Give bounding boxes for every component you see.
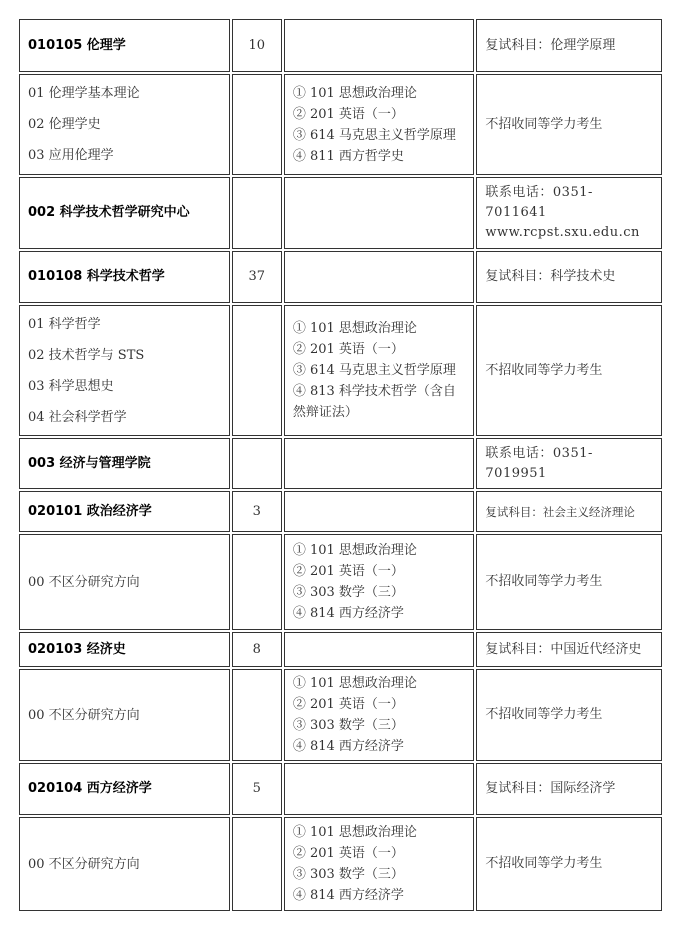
- exam-subject-item: ④ 813 科学技术哲学（含自: [292, 384, 456, 399]
- remarks-cell: 不招收同等学力考生: [476, 669, 662, 761]
- exam-subject-item: ② 201 英语（一）: [292, 564, 404, 579]
- major-name-cell: 020104 西方经济学: [19, 763, 230, 815]
- research-direction-item: 03 科学思想史: [28, 378, 114, 394]
- program-table-body: [19, 19, 662, 911]
- research-direction-item: 02 伦理学史: [28, 117, 101, 132]
- exam-subject-item: ④ 814 西方经济学: [292, 888, 404, 903]
- table-row-dept: [19, 177, 662, 249]
- research-direction-item: 01 伦理学基本理论: [28, 86, 140, 101]
- exam-subject-item: ① 101 思想政治理论: [292, 825, 417, 840]
- contact-info-cell: [476, 438, 662, 489]
- exam-subject-item: ① 101 思想政治理论: [292, 676, 417, 691]
- contact-line: 联系电话：0351-7019951: [485, 445, 593, 481]
- remarks-cell: 不招收同等学力考生: [476, 817, 662, 911]
- table-row-detail: [19, 305, 662, 436]
- retest-subject-cell: 复试科目：社会主义经济理论: [476, 491, 662, 532]
- enrollment-count-cell: [232, 817, 282, 911]
- remarks-cell: 不招收同等学力考生: [476, 534, 662, 630]
- research-direction-item: 00 不区分研究方向: [28, 707, 140, 723]
- exam-subjects-cell: [284, 74, 475, 175]
- exam-subject-item: ④ 811 西方哲学史: [292, 148, 404, 164]
- enrollment-count-cell: 10: [232, 19, 282, 72]
- enrollment-count-cell: 3: [232, 491, 282, 532]
- exam-subject-item: 然辩证法）: [292, 405, 358, 420]
- exam-subject-item: ③ 303 数学（三）: [292, 585, 404, 600]
- enrollment-count-cell: 8: [232, 632, 282, 667]
- exam-subject-item: ① 101 思想政治理论: [292, 85, 417, 101]
- exam-subjects-cell: [284, 669, 475, 761]
- department-name-cell: 002 科学技术哲学研究中心: [19, 177, 230, 249]
- major-name-cell: 020103 经济史: [19, 632, 230, 667]
- research-directions-cell: [19, 534, 230, 630]
- exam-subject-item: ② 201 英语（一）: [292, 342, 404, 357]
- research-directions-cell: [19, 74, 230, 175]
- table-row-major: [19, 19, 662, 72]
- remarks-cell: 不招收同等学力考生: [476, 74, 662, 175]
- exam-subjects-cell: [284, 534, 475, 630]
- exam-subjects-cell: [284, 632, 475, 667]
- enrollment-table-page: [17, 17, 664, 913]
- exam-subjects-cell: [284, 305, 475, 436]
- exam-subject-item: ① 101 思想政治理论: [292, 543, 417, 558]
- research-directions-cell: [19, 669, 230, 761]
- major-name-cell: 010108 科学技术哲学: [19, 251, 230, 303]
- table-row-detail: [19, 817, 662, 911]
- exam-subject-item: ② 201 英语（一）: [292, 697, 404, 712]
- research-direction-item: 02 技术哲学与 STS: [28, 347, 145, 363]
- research-directions-cell: [19, 817, 230, 911]
- research-direction-item: 01 科学哲学: [28, 316, 101, 332]
- exam-subjects-cell: [284, 491, 475, 532]
- contact-info-cell: [476, 177, 662, 249]
- enrollment-count-cell: [232, 74, 282, 175]
- retest-subject-cell: 复试科目：伦理学原理: [476, 19, 662, 72]
- table-row-detail: [19, 534, 662, 630]
- research-direction-item: 04 社会科学哲学: [28, 409, 127, 425]
- enrollment-count-cell: [232, 669, 282, 761]
- enrollment-count-cell: 5: [232, 763, 282, 815]
- retest-subject-cell: 复试科目：科学技术史: [476, 251, 662, 303]
- exam-subjects-cell: [284, 763, 475, 815]
- enrollment-count-cell: [232, 438, 282, 489]
- research-direction-item: 00 不区分研究方向: [28, 856, 140, 872]
- exam-subjects-cell: [284, 438, 475, 489]
- exam-subject-item: ④ 814 西方经济学: [292, 606, 404, 621]
- department-name-cell: 003 经济与管理学院: [19, 438, 230, 489]
- exam-subjects-cell: [284, 177, 475, 249]
- exam-subject-item: ① 101 思想政治理论: [292, 321, 417, 336]
- research-direction-item: 03 应用伦理学: [28, 148, 114, 163]
- table-row-major: [19, 763, 662, 815]
- table-row-major: [19, 632, 662, 667]
- enrollment-count-cell: [232, 534, 282, 630]
- retest-subject-cell: 复试科目：国际经济学: [476, 763, 662, 815]
- research-directions-cell: [19, 305, 230, 436]
- table-row-detail: [19, 669, 662, 761]
- exam-subject-item: ③ 303 数学（三）: [292, 867, 404, 882]
- major-name-cell: 020101 政治经济学: [19, 491, 230, 532]
- exam-subject-item: ② 201 英语（一）: [292, 106, 404, 122]
- program-table: [17, 17, 664, 913]
- contact-line: www.rcpst.sxu.edu.cn: [485, 225, 640, 240]
- retest-subject-cell: 复试科目：中国近代经济史: [476, 632, 662, 667]
- exam-subject-item: ② 201 英语（一）: [292, 846, 404, 861]
- enrollment-count-cell: [232, 305, 282, 436]
- table-row-detail: [19, 74, 662, 175]
- exam-subject-item: ④ 814 西方经济学: [292, 739, 404, 754]
- contact-line: 联系电话：0351-7011641: [485, 185, 593, 220]
- table-row-major: [19, 251, 662, 303]
- research-direction-item: 00 不区分研究方向: [28, 574, 140, 590]
- table-row-major: [19, 491, 662, 532]
- exam-subjects-cell: [284, 19, 475, 72]
- exam-subject-item: ③ 614 马克思主义哲学原理: [292, 363, 456, 378]
- remarks-cell: 不招收同等学力考生: [476, 305, 662, 436]
- exam-subject-item: ③ 614 马克思主义哲学原理: [292, 127, 456, 143]
- enrollment-count-cell: [232, 177, 282, 249]
- exam-subjects-cell: [284, 251, 475, 303]
- exam-subjects-cell: [284, 817, 475, 911]
- enrollment-count-cell: 37: [232, 251, 282, 303]
- exam-subject-item: ③ 303 数学（三）: [292, 718, 404, 733]
- major-name-cell: 010105 伦理学: [19, 19, 230, 72]
- table-row-dept: [19, 438, 662, 489]
